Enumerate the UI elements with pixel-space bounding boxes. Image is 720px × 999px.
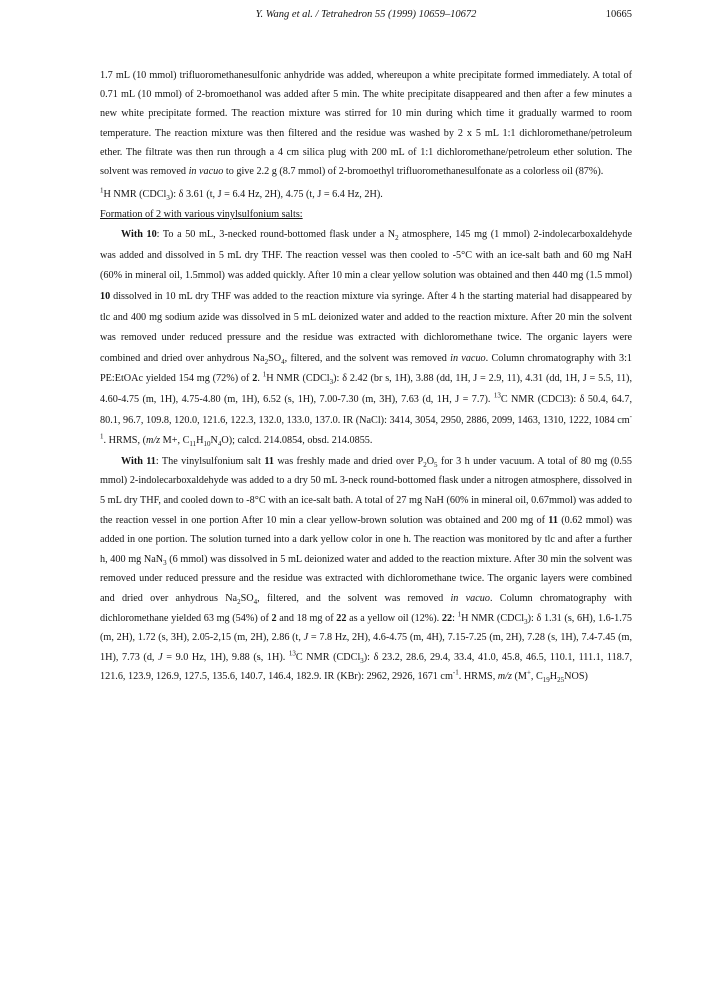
text-run-italic: J: [303, 632, 309, 644]
text-run: . HRMS, (: [103, 435, 146, 447]
text-run: ): δ 23.2, 28.6, 29.4, 33.4, 41.0, 45.8, 46.5, 110.1, 111.1, 118.7, 121.6, 123.9, 126.9, 127.5, 135.6, 140.7, 146.4, 182.9. IR (KBr): 2962, 2926, 1671 cm: [100, 651, 632, 683]
text-run: C NMR (CDCl: [295, 651, 361, 663]
subscript: 2: [264, 357, 269, 366]
subscript: 4: [281, 357, 285, 366]
text-run: for 3 h under vacuum. A total of 80 mg (0.55 mmol) 2-indolecarboxaldehyde was added to a dry 50 mL 3-neck round-bottomed flask under a nitrogen atmosphere, dissolved in 5 mL dry THF, and cooled down to -8°C with an ice-salt bath. A total of 27 mg NaH (60% in mineral oil, 0.67mmol) was added to the reaction vessel in one portion After 10 min a clear yellow-brown solution was obtained and 200 mg of: [100, 455, 632, 526]
text-run: SO: [240, 592, 254, 604]
subscript: 3: [163, 558, 167, 567]
compound-number: 10: [100, 291, 111, 302]
superscript: 1: [262, 370, 267, 379]
subscript: 25: [557, 676, 565, 685]
superscript: +: [526, 668, 531, 677]
paragraph-prep-triflate: [100, 66, 632, 181]
superscript: -1: [452, 668, 459, 677]
nmr-data-line: [100, 185, 632, 205]
subscript: 4: [253, 597, 258, 606]
section-heading: Formation of 2 with various vinylsulfonium salts:: [100, 209, 303, 221]
text-run: , C: [530, 671, 543, 683]
subscript: 3: [524, 617, 528, 626]
text-run: = 7.8 Hz, 2H), 4.6-4.75 (m, 4H), 7.15-7.25 (m, 2H), 7.28 (s, 1H), 7.4-7.45 (m, 1H), 7.73 (d,: [100, 632, 632, 663]
paragraph-lead: With 10: [121, 229, 157, 241]
text-run: O: [426, 455, 435, 467]
text-run: .: [257, 373, 263, 385]
text-run: H: [549, 671, 558, 683]
compound-number: 11: [548, 514, 558, 526]
text-run: . Column chromatography with dichloromethane yielded 63 mg (54%) of: [100, 592, 632, 624]
subscript: 3: [329, 378, 334, 387]
page-number: 10665: [605, 9, 632, 20]
article-body: [100, 66, 632, 687]
text-run: N: [210, 435, 218, 447]
superscript: 1: [100, 186, 104, 195]
text-run: NOS): [564, 671, 588, 683]
paragraph-lead: With 11: [121, 455, 156, 467]
text-run: (M: [511, 671, 527, 683]
compound-number: 11: [264, 455, 274, 467]
text-run: , filtered, and the solvent was removed: [257, 592, 451, 604]
text-run-italic: m/z: [145, 435, 161, 447]
subscript: 3: [166, 194, 170, 203]
text-run: (0.62 mmol) was added in one portion. The solution turned into a dark yellow color in one h. The reaction was monitored by tlc and after a further h, 400 mg NaN: [100, 514, 633, 565]
text-run: atmosphere, 145 mg (1 mmol) 2-indolecarboxaldehyde was added and dissolved in 5 mL dry THF. The reaction vessel was then cooled to -5°C with an ice-salt bath and 60 mg NaH (60% in mineral oil, 1.5mmol) was added quickly. After 10 min a clear yellow solution was obtained and then 440 mg (1.5 mmol): [100, 229, 632, 282]
text-run: 1.7 mL (10 mmol) trifluoromethanesulfonic anhydride was added, whereupon a white precipitate formed immediately. A total of 0.71 mL (10 mmol) of 2-bromoethanol was added after 5 min. The white precipitate disappeared and then after a few minutes a new white precipitate formed. The reaction mixture was stirred for 10 min during which time it gradually warmed to room temperature. The reaction mixture was then filtered and the residue was washed by 2 x 5 mL 1:1 dichloromethane/petroleum ether. The filtrate was then run through a 4 cm silica plug with 200 mL of 1:1 dichloromethane/petroleum ether solution. The solvent was removed: [100, 70, 632, 178]
text-run: . Column chromatography with 3:1 PE:EtOAc yielded 154 mg (72%) of: [100, 352, 632, 385]
subscript: 2: [395, 234, 399, 243]
compound-number: 2: [252, 373, 258, 385]
text-run: C NMR (CDCl3): δ 50.4, 64.7, 80.1, 96.7, 109.8, 120.0, 121.6, 122.3, 132.0, 133.0, 137.0. IR (NaCl): 3414, 3054, 2950, 2886, 2099, 1463, 1310, 1222, 1084 cm: [100, 393, 632, 426]
text-run: dissolved in 10 mL dry THF was added to the reaction mixture via syringe. After 4 h the starting material had disappeared by tlc and 400 mg sodium azide was dissolved in 5 mL deionized water and added to the reaction mixture. After 20 min the solvent was removed under reduced pressure and the residue was extracted with dichloromethane twice. The organic layers were combined and dried over anhydrous Na: [100, 291, 632, 364]
superscript: 13: [288, 649, 296, 658]
subscript: 5: [434, 460, 438, 469]
compound-number: 2: [271, 612, 277, 624]
text-run: SO: [268, 352, 282, 364]
text-run: = 9.0 Hz, 1H), 9.88 (s, 1H).: [162, 651, 289, 663]
running-header: [100, 9, 632, 25]
text-run: , filtered, and the solvent was removed: [284, 352, 451, 364]
text-run: H NMR (CDCl: [461, 612, 525, 624]
subscript: 3: [360, 656, 364, 665]
text-run: O); calcd. 214.0854, obsd. 214.0855.: [221, 435, 373, 447]
text-run-italic: J: [158, 651, 163, 663]
subscript: 2: [423, 460, 427, 469]
text-run: : To a 50 mL, 3-necked round-bottomed flask under a N: [156, 229, 396, 241]
compound-number: 22: [441, 612, 453, 624]
subscript: 11: [189, 440, 197, 449]
subscript: 4: [217, 440, 222, 449]
text-run: ): δ 3.61 (t, J = 6.4 Hz, 2H), 4.75 (t, J = 6.4 Hz, 2H).: [169, 189, 383, 201]
paragraph-with-11: [100, 452, 632, 687]
text-run: :: [452, 612, 458, 624]
text-run-italic: in vacuo: [188, 166, 224, 178]
text-run: H: [196, 435, 204, 447]
running-title: Y. Wang et al. / Tetrahedron 55 (1999) 10659–10672: [255, 9, 477, 20]
text-run-italic: m/z: [497, 671, 512, 683]
text-run: (6 mmol) was dissolved in 5 mL deionized water and added to the reaction mixture. After 30 min the solvent was removed under reduced pressure and the residue was extracted with dichloromethane twice. The organic layers were combined and dried over anhydrous Na: [100, 553, 632, 604]
subscript: 10: [203, 440, 211, 449]
text-run: ): δ 2.42 (br s, 1H), 3.88 (dd, 1H, J = 2.9, 11), 4.31 (dd, 1H, J = 5.5, 11), 4.60-4.75 (m, 1H), 4.75-4.80 (m, 1H), 6.52 (s, 1H), 7.00-7.30 (m, 3H), 7.63 (d, 1H, J = 7.7).: [100, 373, 632, 405]
text-run-italic: in vacuo: [450, 592, 490, 604]
text-run: H NMR (CDCl: [266, 373, 330, 385]
text-run: H NMR (CDCl: [103, 189, 167, 201]
superscript: 13: [493, 391, 501, 400]
subscript: 2: [237, 597, 241, 606]
paragraph-with-10: [100, 225, 632, 452]
text-run-italic: in vacuo: [450, 352, 486, 364]
text-run: and 18 mg of: [276, 612, 337, 624]
text-run: : The vinylsulfonium salt: [155, 455, 265, 467]
text-run: . HRMS,: [458, 671, 498, 683]
text-run: was freshly made and dried over P: [273, 455, 424, 467]
text-run: to give 2.2 g (8.7 mmol) of 2-bromoethyl trifluoromethanesulfonate as a colorless oil (87%).: [223, 166, 604, 178]
superscript: 1: [457, 610, 462, 619]
text-run: as a yellow oil (12%).: [346, 612, 442, 624]
compound-number: 22: [336, 612, 347, 624]
text-run: M+, C: [160, 435, 190, 447]
text-run: ): δ 1.31 (s, 6H), 1.6-1.75 (m, 2H), 1.72 (s, 3H), 2.05-2,15 (m, 2H), 2.86 (t,: [100, 612, 632, 644]
subscript: 19: [542, 676, 550, 685]
superscript: -1: [100, 412, 632, 441]
